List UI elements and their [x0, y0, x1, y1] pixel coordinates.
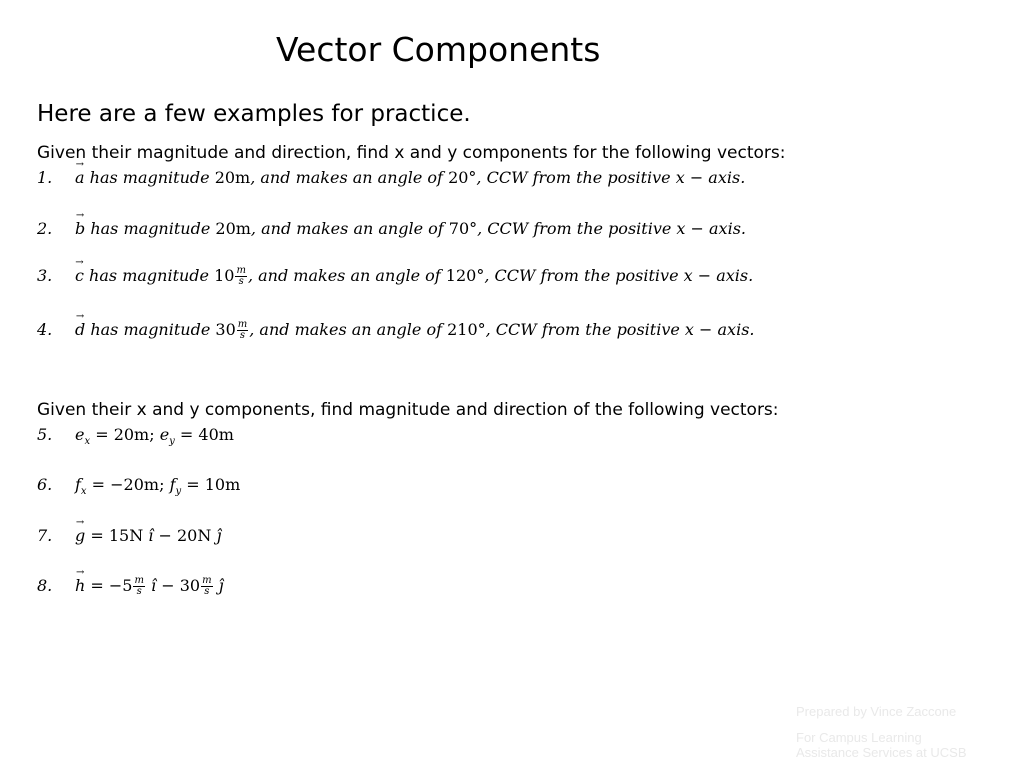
item-number: 4. [37, 320, 53, 339]
footer-credit: Prepared by Vince Zaccone [796, 704, 957, 719]
component-subscript: y [169, 436, 175, 448]
angle: 120° [445, 266, 485, 285]
equation-part: − 20N [153, 526, 217, 545]
exercise-item-2 [37, 218, 746, 240]
unit-fraction [235, 266, 246, 287]
component-symbol: e [159, 425, 170, 444]
exercise-item-8 [37, 575, 224, 597]
slide-title: Vector Components [276, 30, 601, 69]
component-symbol: f [169, 475, 176, 494]
unit-fraction [133, 576, 144, 597]
equation-part: = 20m; [90, 425, 160, 444]
unit-fraction [237, 320, 248, 341]
unit-vector-j: ĵ [213, 576, 224, 595]
item-number: 2. [37, 219, 53, 238]
phrase: , and makes an angle of [250, 168, 449, 187]
equation-part: = 15N [85, 526, 149, 545]
item-number: 6. [37, 475, 53, 494]
phrase: has magnitude [84, 168, 215, 187]
phrase: , and makes an angle of [250, 219, 449, 238]
item-number: 8. [37, 576, 53, 595]
unit-denominator: s [239, 330, 246, 341]
unit-numerator: m [236, 265, 246, 276]
slide-subtitle: Here are a few examples for practice. [37, 101, 471, 127]
equation-part: = −5 [85, 576, 133, 595]
phrase: , CCW from the positive x − axis. [484, 266, 754, 285]
item-number: 3. [37, 266, 53, 285]
component-symbol: e [75, 425, 85, 444]
section2-instruction: Given their x and y components, find magnitude and direction of the following vectors: [37, 400, 779, 420]
item-number: 7. [37, 526, 53, 545]
component-symbol: f [75, 475, 81, 494]
vector-a: → a [75, 167, 85, 189]
phrase: , and makes an angle of [247, 266, 446, 285]
unit-numerator: m [202, 575, 212, 586]
unit-vector-i: î [145, 576, 157, 595]
vector-h: → h [75, 575, 85, 597]
exercise-item-7 [37, 525, 221, 547]
equation-part: = 10m [181, 475, 241, 494]
angle: 20° [448, 168, 477, 187]
footer-affiliation-line1: For Campus Learning [796, 730, 922, 745]
unit-vector-j: ĵ [216, 526, 222, 545]
component-subscript: y [175, 486, 182, 498]
equation-part: = −20m; [86, 475, 170, 494]
unit-numerator: m [237, 319, 248, 330]
phrase: has magnitude [85, 219, 216, 238]
equation-part: = 40m [174, 425, 234, 444]
vector-c: → c [75, 265, 84, 287]
exercise-item-4 [37, 319, 754, 341]
angle: 70° [448, 219, 478, 238]
phrase: , and makes an angle of [249, 320, 448, 339]
vector-g: → g [75, 525, 85, 547]
footer-affiliation-line2: Assistance Services at UCSB [796, 745, 967, 760]
magnitude: 10 [214, 266, 235, 285]
unit-denominator: s [136, 586, 142, 597]
magnitude: 30 [215, 320, 236, 339]
vector-d: → d [75, 319, 85, 341]
unit-vector-i: î [148, 526, 154, 545]
angle: 210° [447, 320, 486, 339]
magnitude: 20m [215, 219, 251, 238]
phrase: , CCW from the positive x − axis. [476, 168, 746, 187]
exercise-item-6 [37, 474, 240, 503]
item-number: 5. [37, 425, 53, 444]
phrase: has magnitude [83, 266, 215, 285]
section1-instruction: Given their magnitude and direction, find x and y components for the following vectors: [37, 143, 786, 163]
item-number: 1. [37, 168, 53, 187]
component-subscript: x [84, 436, 91, 448]
phrase: has magnitude [85, 320, 216, 339]
phrase: , CCW from the positive x − axis. [477, 219, 746, 238]
unit-denominator: s [204, 586, 210, 597]
exercise-item-1 [37, 167, 745, 189]
exercise-item-3 [37, 265, 753, 287]
phrase: , CCW from the positive x − axis. [485, 320, 755, 339]
exercise-item-5 [37, 424, 234, 453]
magnitude: 20m [214, 168, 251, 187]
component-subscript: x [80, 486, 87, 498]
vector-b: → b [75, 218, 85, 240]
unit-fraction [201, 576, 212, 597]
unit-denominator: s [238, 276, 244, 287]
unit-numerator: m [134, 575, 144, 586]
equation-part: − 30 [156, 576, 201, 595]
